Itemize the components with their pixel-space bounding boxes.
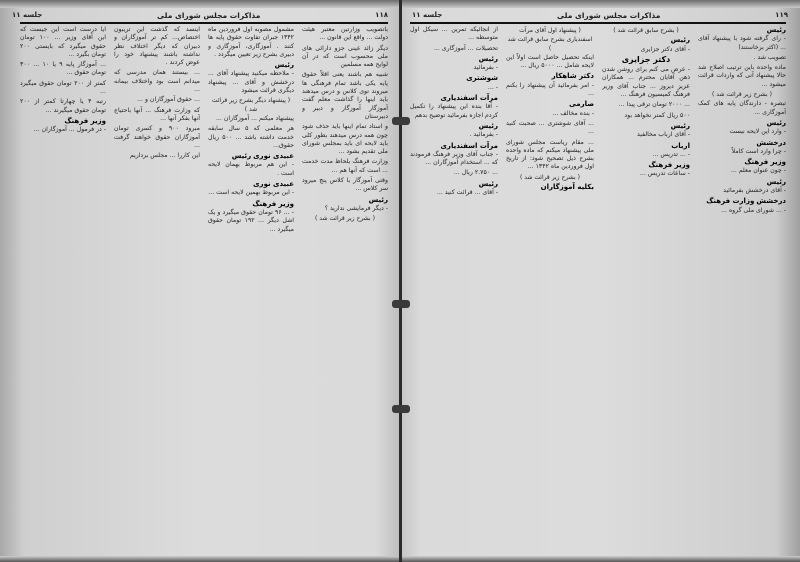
paragraph: و استاد تمام اینها باید حذف شود چون همه درس میدهند بطور کلی باید لایحه ای باید بمجلس شورای ملی تقدیم بشود ... [302, 123, 388, 156]
paragraph: - این هم مربوط بهمان لایحه است . [208, 161, 294, 177]
paragraph: از آنجائیکه تمرین ... سیکل اول متوسطه ... [410, 26, 498, 42]
speaker-name: وزیر فرهنگ [648, 161, 690, 170]
left-columns [20, 26, 388, 554]
paragraph: - ساعات تدریس ... [639, 170, 690, 178]
paragraph: ... آموزگار پایه ۹ یا ۱۰ ... ۳۰۰ تومان حقوق ... [20, 61, 106, 77]
paragraph: اینسد که گذشت این تریبون اختصاص... کم تر آموزگاران و دبیران که دیگر اختلاف نظر نداشته باشند پیشنهاد خود را عوض کردند . [114, 26, 200, 67]
paragraph: آیا درست است این جیست که این آقای وزیر ... ۱۰۰ تومان حقوق میگیرد که بایستی ۲۰۰ تومان بگیرد ... [20, 26, 106, 58]
paragraph: - بفرمائید [473, 64, 498, 72]
speaker-name: بکلیه آموزگاران [540, 183, 594, 192]
paragraph: وقتی آموزگار با کلاس پنج میرود سر کلاس ... [302, 177, 388, 193]
paragraph: - ... [487, 83, 498, 91]
section-heading: دکتر جزایری [621, 54, 671, 64]
paragraph: مبرود ۹۰۰ و کسری تومان آموزگاران حقوق خواهند گرفت ... [114, 125, 200, 149]
speaker-name: وزیر فرهنگ [252, 199, 294, 208]
speaker-name: وزیر فرهنگ [744, 158, 786, 167]
speaker-name: عبیدی نوری [253, 152, 294, 161]
left-page-column-1 [302, 26, 388, 554]
speaker-name: دکتر شاهکار [551, 72, 594, 81]
speaker-name: رئیس [670, 121, 690, 130]
paragraph: رتبه ۴ یا چهارتا کمتر از ۲۰۰ تومان حقوق میگیرند ... [20, 98, 106, 114]
left-page-title: مذاکرات مجلس شورای ملی [157, 10, 261, 20]
binding-clip [392, 117, 410, 125]
paragraph: وزارت فرهنگ بلحاظ مدت خدمت ... است که آنها هم ... [302, 158, 388, 174]
paragraph: - امر بفرمائید آن پیشنهاد را بکنم ... [506, 81, 594, 98]
paragraph: - بفرمائید . [469, 131, 498, 139]
procedural-note: ( بشرح سابق قرائت شد ) [613, 27, 679, 34]
left-page-column-4 [20, 26, 106, 554]
paragraph: - آقا بنده این پیشنهاد را تکمیل کردم اجازه بفرمائید توضیح بدهم [410, 103, 498, 119]
paragraph: - آقای دکتر جزایری [640, 45, 690, 53]
left-page-number: ۱۱۸ [375, 11, 388, 19]
paragraph: - چون عنوان معلم ... [730, 167, 786, 175]
right-columns [410, 26, 786, 554]
speaker-name: رئیس [478, 179, 498, 188]
paragraph: - ... تدریس ... [652, 150, 690, 158]
right-page-number: ۱۱۹ [775, 11, 788, 19]
paragraph: ... بیستند همان مدرسی که میدانم است بود واختلاف بیمانه ... [114, 69, 200, 94]
paragraph: - ملاحظه میکنید پیشنهاد آقای ... درخشش و آقای ... پیشنهاد دیگری قرائت میشود [208, 70, 294, 95]
procedural-note: ( پیشنهاد دیگر بشرح زیر قرائت شد ) [211, 97, 291, 113]
paragraph: ماده واحده باین ترتیب اصلاح شد حالا پیشنهاد آنی که واردات قرائت میشود ... [698, 64, 786, 88]
paragraph: ... مقام ریاست مجلس شورای ملی پیشنهاد میکنم که ماده واحده بشرح ذیل تصحیح شود: از تاریخ اول فروردین ماه ۱۳۴۲ ... [506, 138, 594, 171]
paragraph: تصویب شد . [753, 53, 786, 61]
paragraph: تحصیلات ... آموزگاری ... [433, 44, 498, 52]
speaker-name: صارمی [569, 100, 594, 109]
right-page-column-2 [602, 26, 690, 554]
paragraph: - دیگر فرمایشی ندارید ؟ [324, 204, 388, 212]
speaker-name: مرآت اسفندیاری [440, 141, 498, 150]
right-header-rule [410, 22, 786, 24]
binding-clip [392, 405, 410, 413]
speaker-name: ارباب [671, 141, 690, 150]
speaker-name: رئیس [368, 195, 388, 204]
paragraph: - ... شورای ملی گروه ... [721, 206, 786, 214]
paragraph: - آقای ... قرائت کنید ... [436, 189, 498, 197]
right-session-label: جلسه ۱۱ [412, 11, 443, 19]
speaker-name: رئیس [231, 152, 252, 161]
procedural-note: ( بشرح زیر قرائت شد ) [520, 173, 580, 181]
speaker-name: وزارت فرهنگ [706, 197, 755, 206]
paragraph: تبصره - دارندگان پایه های کمک آموزگاری ... [698, 100, 786, 116]
speaker-name: عبیدی نوری [253, 180, 294, 189]
book-spine [399, 0, 402, 562]
paragraph: دیگر زائد عینی جزو دارائی های ملی محسوب است که در آن لوایح همه مسلمین [302, 44, 388, 69]
paragraph: مشمول مصوبه اول فروردین ماه ۱۳۴۲ جبران تفاوت حقوق پایه ها کنند . آموزگاری، آموزگاری و دبیری بشرح زیر تعیین میگردد . [208, 26, 294, 58]
paragraph: که وزارت فرهنگ ... آنها باحتیاج آنها بفکر آنها ... [114, 106, 200, 122]
paragraph: باتصویب وزارتین معتبر هیئت دولت ... واقع این قانون ... [302, 26, 388, 42]
left-page-column-2 [208, 26, 294, 554]
speaker-name: رئیس [766, 118, 786, 127]
paragraph: - بنده مخالف ... [552, 109, 594, 117]
speaker-name: رئیس [670, 36, 690, 45]
speaker-name: شوشتری [466, 74, 498, 83]
binding-clip [392, 300, 410, 308]
paragraph: - رای گرفته شود با پیشنهاد آقای ... (اکثر برخاستند) [698, 35, 786, 51]
left-session-label: جلسه ۱۱ [12, 11, 43, 19]
speaker-name: رئیس [274, 61, 294, 70]
paragraph: ... ۲۰۰۰ تومان ترقی پیدا ... [618, 101, 690, 109]
speaker-name: رئیس [766, 26, 786, 34]
paragraph: ... آقای شوشتری ... صحبت کنید ... [506, 119, 594, 136]
paragraph: ۵۰۰ ریال کمتر نخواهد بود [624, 111, 690, 119]
paragraph: هر معلمی که ۵ سال سابقه خدمت داشته باشد ... ۵۰۰ ریال حقوق... [208, 125, 294, 149]
right-page-title: مذاکرات مجلس شورای ملی [557, 10, 661, 20]
paragraph: - آقای درخشش بفرمائید [723, 187, 786, 195]
procedural-note: اسفندیاری بشرح سابق قرائت شد ) [507, 36, 593, 52]
right-page [400, 0, 800, 562]
paragraph: - این مربوط بهمین لایحه است ... [208, 189, 294, 197]
paragraph: ... حقوق آموزگاران و ... [137, 96, 200, 104]
paragraph: - ... ۹۶ تومان حقوق میگیرد و یک اشل دیگر ... ۱۹۲ تومان حقوق میگیرد ... [208, 208, 294, 233]
paragraph: - در فرمول ... آموزگاران ... [33, 126, 106, 134]
paragraph: شبیه هم باشند یعنی اقلاً حقوق پایه یکی باشد تمام فرهنگی ها میروند توی کلاس و درس میدهند باید اینها را گذاشت معلم گفت آموزگار آموزگار و دبیر و دبیرستان [302, 71, 388, 120]
speaker-name: رئیس [766, 177, 786, 186]
paragraph: - عرض می کنم برای روشن شدن ذهن آقایان محترم ... همکاران عزیز دیروز ... جناب آقای وزیر فرهنگ کمیسیون فرهنگ ... [602, 66, 690, 99]
left-header-rule [20, 22, 388, 24]
procedural-note: ( پیشنهاد اول آقای مرآت [519, 27, 581, 34]
procedural-note: ( بشرح زیر قرائت شد ) [315, 215, 375, 223]
paragraph: اینکه تحصیل حاصل است اولاً این لایحه شامل ... ۵۰۰۰ ریال ... [506, 53, 594, 70]
paragraph: - جناب آقای وزیر فرهنگ فرمودند که ... استخدام آموزگاران ... [410, 150, 498, 167]
paragraph: ... ۲.۷۵۰ ریال ... [453, 169, 498, 177]
speaker-name: مرآت اسفندیاری [440, 94, 498, 103]
procedural-note: ( بشرح زیر قرائت شد ) [712, 91, 772, 99]
paragraph: پیشنهاد میکنم ... آموزگاران ... [215, 114, 294, 122]
paragraph: این کاررا ... مجلس برداریم [129, 152, 200, 160]
paragraph: - چرا وارد است کاملاً [731, 147, 786, 155]
right-page-header [412, 9, 788, 21]
paragraph: - وارد این لایحه نیست [729, 128, 786, 136]
speaker-name: درخشش [756, 138, 786, 147]
left-page-header [12, 9, 388, 21]
right-page-column-4 [410, 26, 498, 554]
right-page-column-1 [698, 26, 786, 554]
paragraph: - آقای ارباب مخالفید [636, 131, 690, 139]
speaker-name: رئیس [478, 121, 498, 130]
speaker-name: درخشش [756, 197, 786, 206]
speaker-name: وزیر فرهنگ [64, 116, 106, 125]
right-page-column-3 [506, 26, 594, 554]
speaker-name: رئیس [478, 54, 498, 63]
left-page-column-3 [114, 26, 200, 554]
paragraph: کمتر از ۲۰۰ تومان حقوق میگیرد ... [20, 79, 106, 96]
